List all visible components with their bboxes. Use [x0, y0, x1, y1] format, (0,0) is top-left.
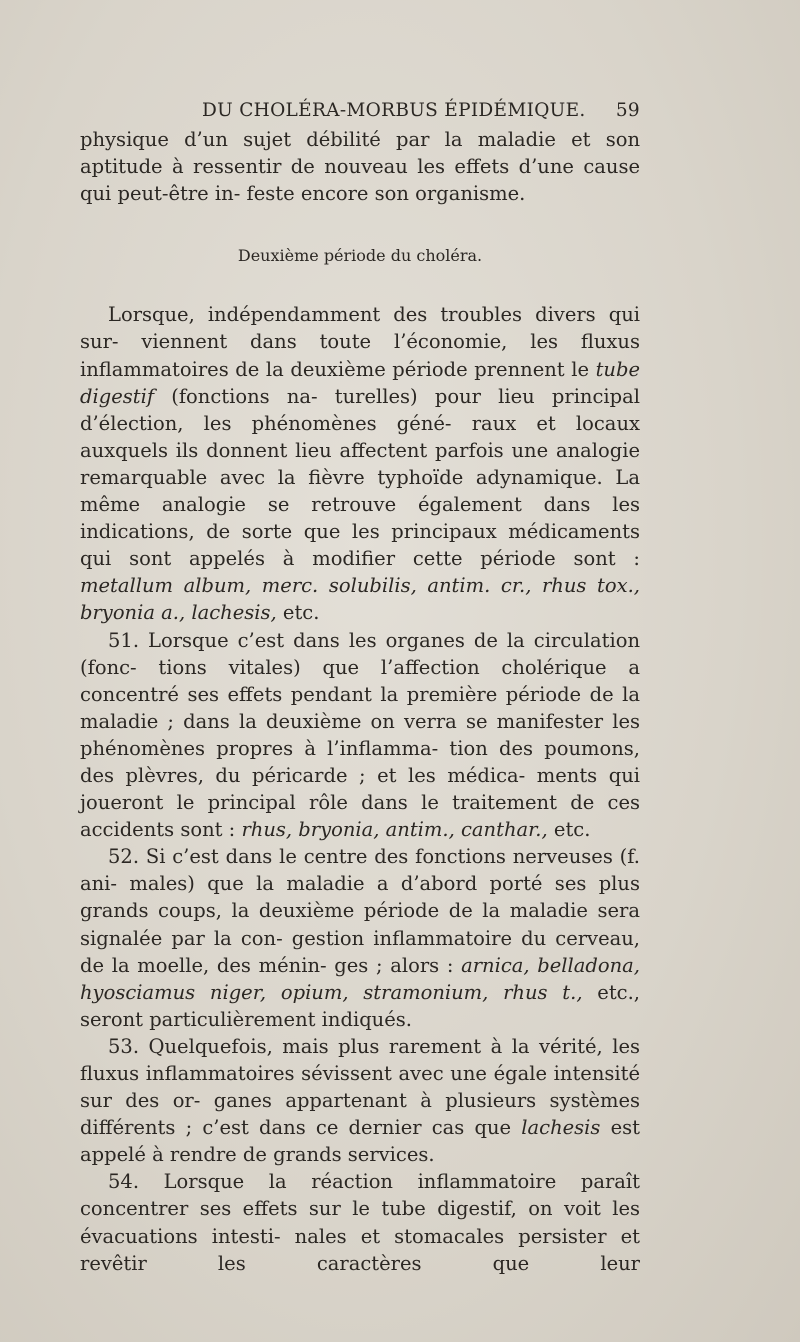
paragraph-text: 51. Lorsque c’est dans les organes de la circulation (fonc- tions vitales) que l’affection cholérique a concentré ses effets pendant la première période de la maladie ; dans la deuxième on verra se manifester les phénomènes propres à l’inflamma- tion des poumons, des plèvres, du péricarde ; et les médica- ments qui joueront le principal rôle dans le traitement de ces accidents sont : — [80, 628, 640, 842]
paragraph-text: etc. — [547, 818, 591, 842]
paragraph-continuation: physique d’un sujet débilité par la maladie et son aptitude à ressentir de nouveau les effets d’une cause qui peut-être in- feste encore son organisme. — [80, 128, 640, 206]
paragraph-text: Lorsque, indépendamment des troubles divers qui sur- viennent dans toute l’économie, les fluxus inflammatoires de la deuxième période prennent le — [80, 303, 640, 381]
paragraph-51 — [80, 627, 640, 844]
remedy-list: metallum album, merc. solubilis, antim. cr., rhus tox., bryonia a., lachesis, — [80, 574, 640, 625]
paragraph-text: est appelé à rendre de grands services. — [80, 1116, 640, 1167]
paragraph-second-period — [80, 301, 640, 626]
italic-term: tube digestif — [80, 357, 640, 408]
remedy-list: arnica, belladona, hyosciamus niger, opium, stramonium, rhus t., — [80, 953, 640, 1004]
paragraph-text: etc. — [276, 601, 320, 625]
paragraph-text: (fonctions na- turelles) pour lieu principal d’élection, les phénomènes géné- raux et locaux auxquels ils donnent lieu affectent parfois une analogie remarquable avec la fièvre typhoïde adynamique. La même analogie se retrouve également dans les indications, de sorte que les principaux médicaments qui sont appelés à modifier cette période sont : — [80, 384, 640, 571]
remedy-name: lachesis — [521, 1116, 601, 1140]
paragraph-54: 54. Lorsque la réaction inflammatoire paraît concentrer ses effets sur le tube digestif, on voit les évacuations intesti- nales et stomacales persister et revêtir les caractères que leur — [80, 1170, 640, 1275]
body-text — [80, 126, 640, 1277]
section-heading: Deuxième période du choléra. — [237, 246, 483, 266]
paragraph-text: 52. Si c’est dans le centre des fonctions nerveuses (f. ani- males) que la maladie a d’abord porté ses plus grands coups, la deuxième période de la maladie sera signalée par la con- gestion inflammatoire du cerveau, de la moelle, des ménin- ges ; alors : — [80, 845, 640, 977]
running-title: DU CHOLÉRA-MORBUS ÉPIDÉMIQUE. — [202, 100, 586, 121]
paragraph-52 — [80, 843, 640, 1033]
remedy-list: rhus, bryonia, antim., canthar., — [241, 818, 548, 842]
page-number: 59 — [615, 100, 640, 121]
paragraph-text: 53. Quelquefois, mais plus rarement à la vérité, les fluxus inflammatoires sévissent avec une égale intensité sur des or- ganes appartenant à plusieurs systèmes différents ; c’est dans ce dernier cas que — [80, 1034, 640, 1140]
paragraph-53 — [80, 1033, 640, 1168]
paragraph-text: etc., seront particulièrement indiqués. — [80, 980, 640, 1031]
